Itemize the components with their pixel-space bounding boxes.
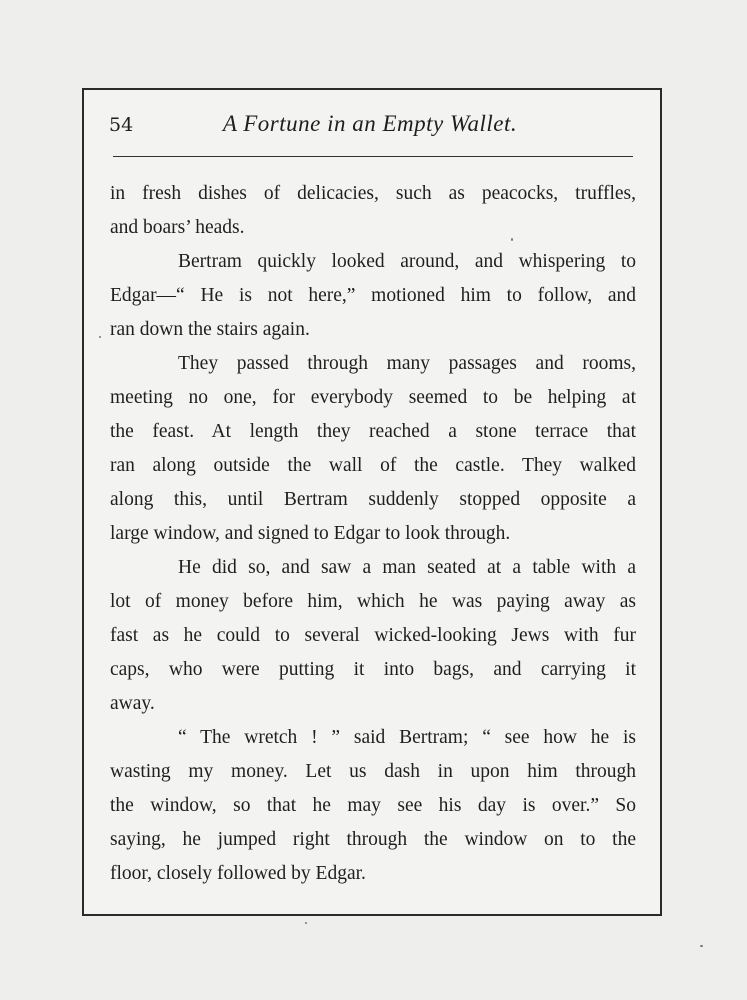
print-speck	[511, 238, 513, 241]
text-line: along this, until Bertram suddenly stopped opposite a	[110, 489, 636, 510]
text-line: floor, closely followed by Edgar.	[110, 863, 366, 884]
text-line: and boars’ heads.	[110, 217, 245, 238]
text-line: wasting my money. Let us dash in upon him through	[110, 761, 636, 782]
text-line: saying, he jumped right through the window on to the	[110, 829, 636, 850]
print-speck	[700, 945, 703, 947]
text-line: meeting no one, for everybody seemed to be helping at	[110, 387, 636, 408]
text-line: They passed through many passages and rooms,	[178, 353, 636, 374]
text-line: ran along outside the wall of the castle. They walked	[110, 455, 636, 476]
text-line: the feast. At length they reached a stone terrace that	[110, 421, 636, 442]
text-line: away.	[110, 693, 155, 714]
text-line: large window, and signed to Edgar to look through.	[110, 523, 511, 544]
print-speck	[99, 336, 101, 338]
text-line: the window, so that he may see his day is over.” So	[110, 795, 636, 816]
text-line: fast as he could to several wicked-looking Jews with fur	[110, 625, 636, 646]
print-speck	[305, 922, 307, 924]
text-line: Bertram quickly looked around, and whispering to	[178, 251, 636, 272]
text-line: caps, who were putting it into bags, and carrying it	[110, 659, 636, 680]
running-title: A Fortune in an Empty Wallet.	[222, 111, 518, 136]
body-text	[110, 177, 636, 891]
text-line: in fresh dishes of delicacies, such as peacocks, truffles,	[110, 183, 636, 204]
text-line: He did so, and saw a man seated at a table with a	[178, 557, 636, 578]
page-number: 54	[109, 114, 134, 136]
text-line: ran down the stairs again.	[110, 319, 310, 340]
text-line: “ The wretch ! ” said Bertram; “ see how he is	[178, 727, 636, 748]
text-line: Edgar—“ He is not here,” motioned him to follow, and	[110, 285, 636, 306]
text-line: lot of money before him, which he was paying away as	[110, 591, 636, 612]
header-rule	[113, 156, 633, 157]
